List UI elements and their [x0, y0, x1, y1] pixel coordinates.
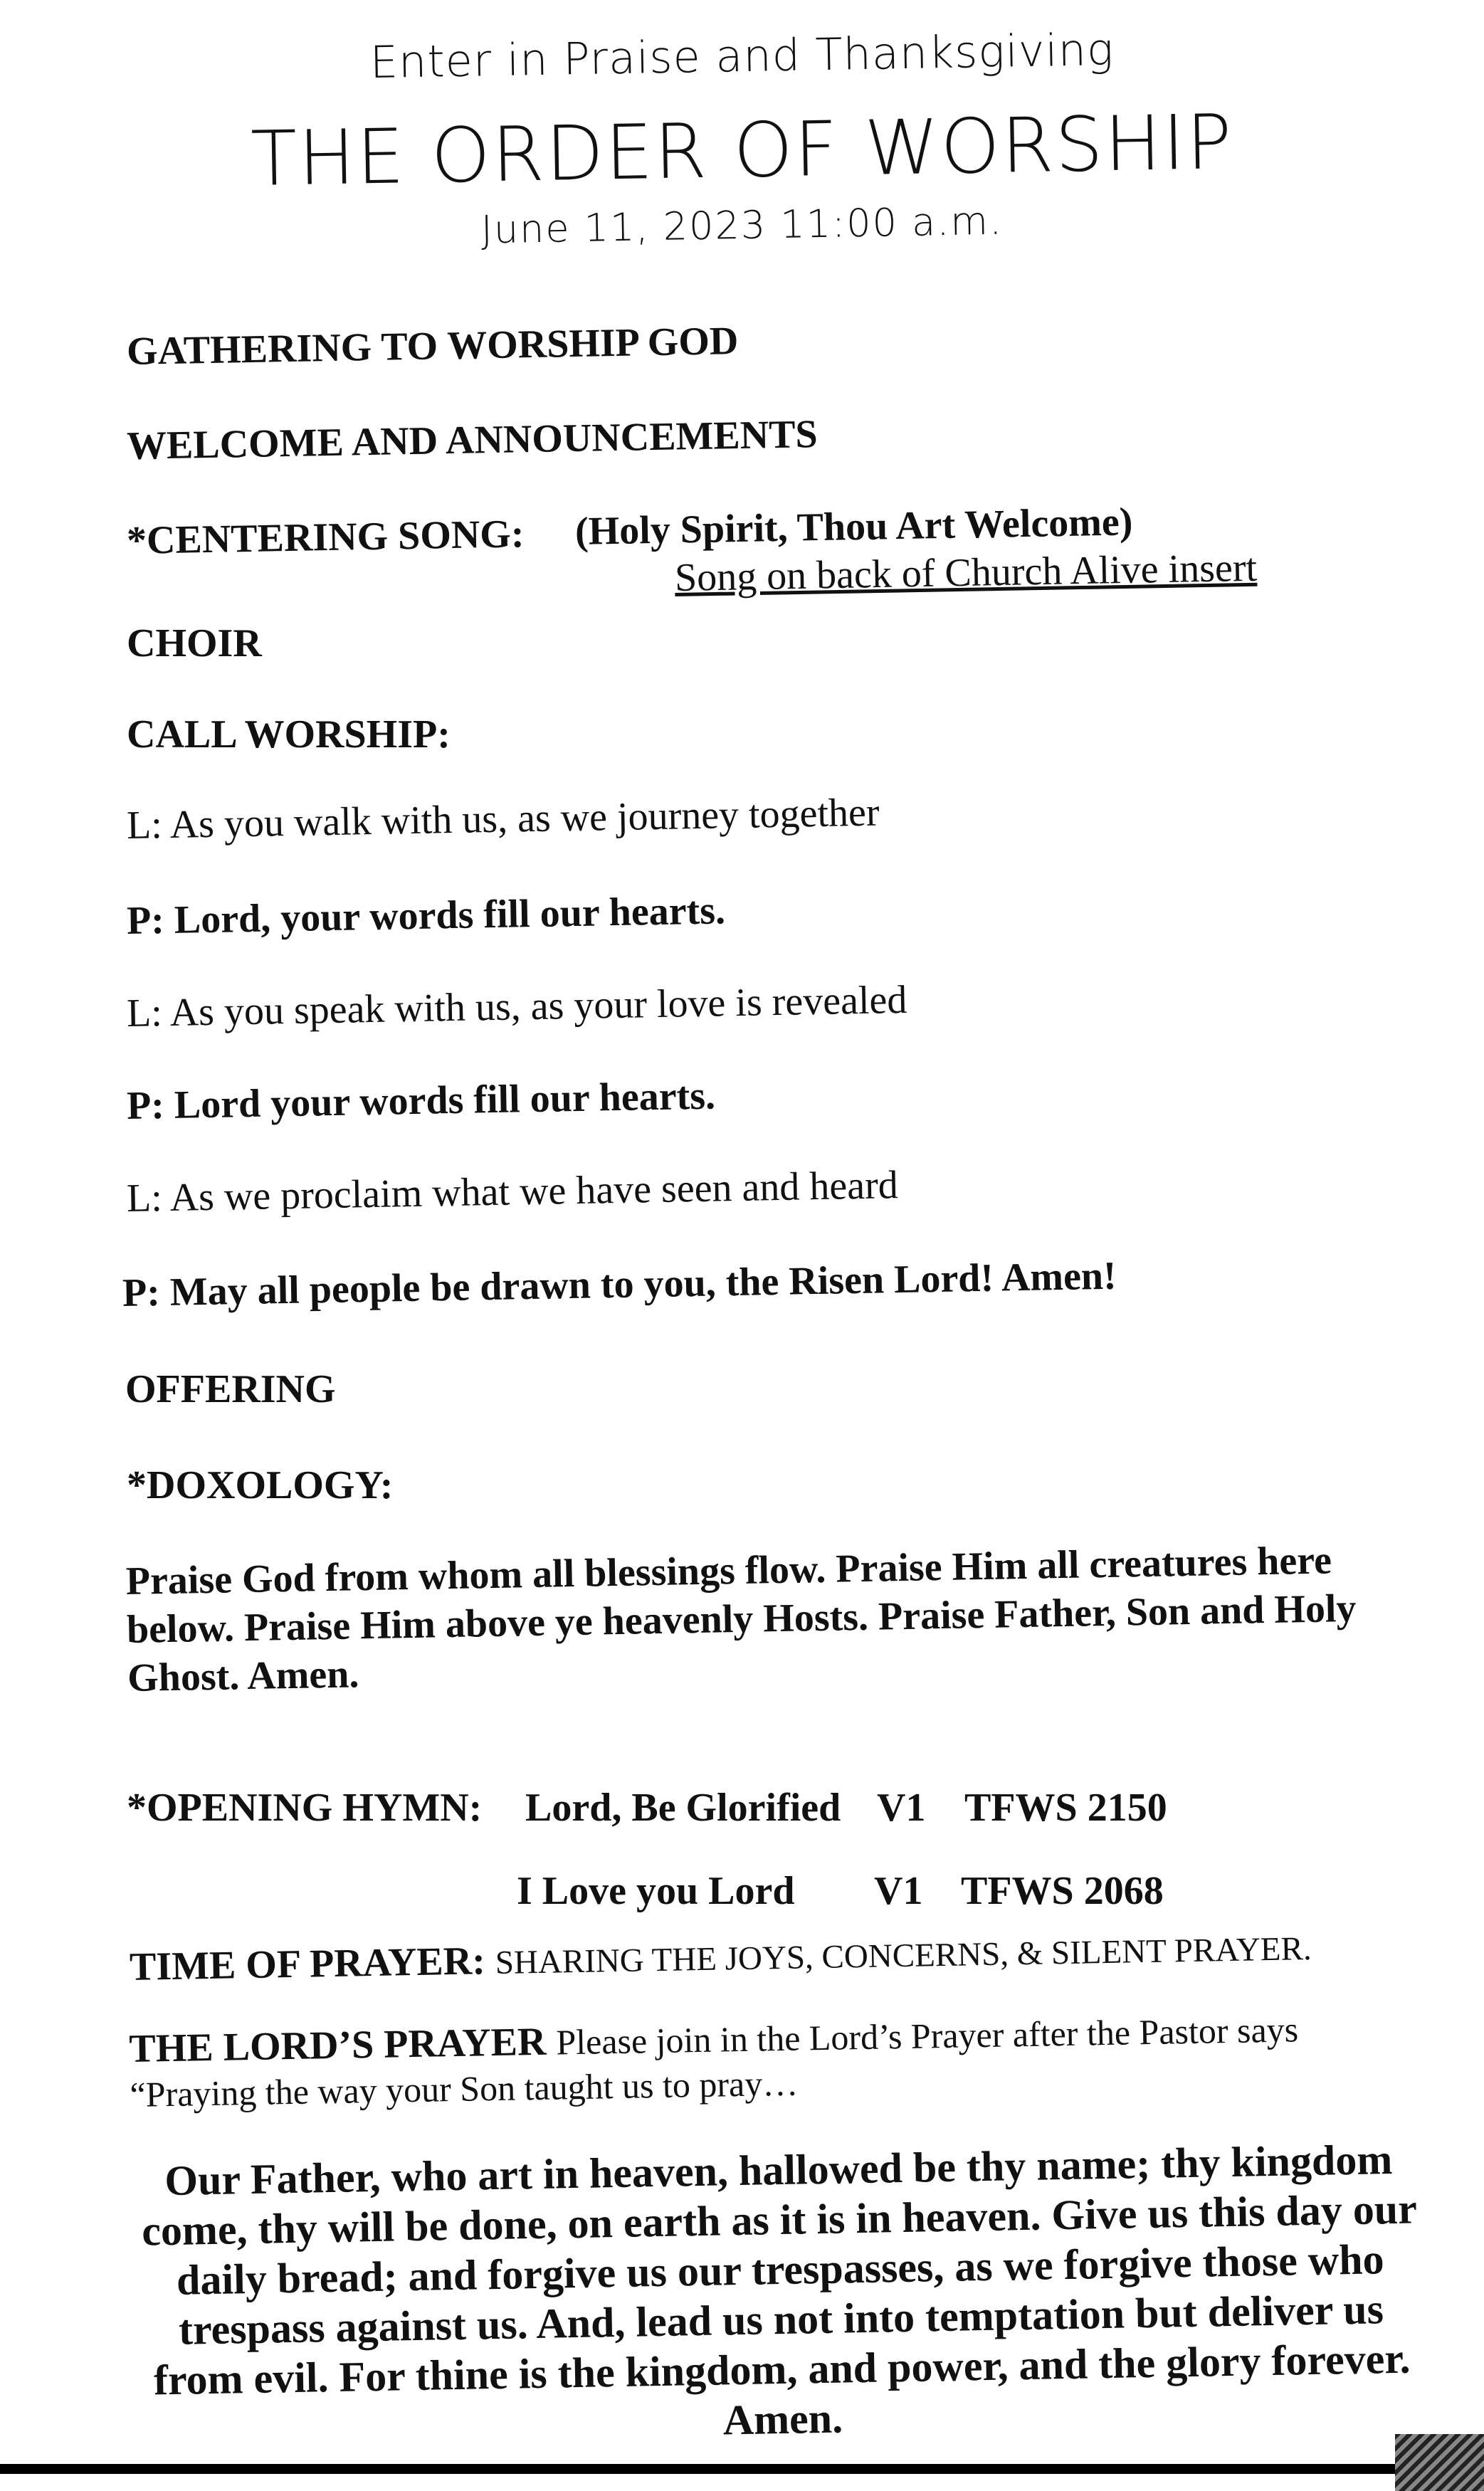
hymn-2-title: I Love you Lord [517, 1869, 795, 1913]
time-of-prayer-label: TIME OF PRAYER: [129, 1939, 486, 1989]
doxology-text: Praise God from whom all blessings flow. Praise Him all creatures here below. Praise Him above ye heavenly Hosts. Praise Father, Son and Holy Ghost. Amen. [125, 1538, 1357, 1700]
header-subtitle: Enter in Praise and Thanksgiving [369, 23, 1115, 89]
doxology-heading: *DOXOLOGY: [127, 1463, 394, 1507]
call-line-people-3: P: May all people be drawn to you, the Risen Lord! Amen! [122, 1253, 1117, 1315]
centering-song-title: (Holy Spirit, Thou Art Welcome) [574, 500, 1133, 554]
lords-prayer-instruction: Please join in the Lord’s Prayer after the Pastor says “Praying the way your Son taught us to pray… [130, 2009, 1299, 2115]
page-corner-shadow [1395, 2434, 1484, 2491]
call-line-leader-3: L: As we proclaim what we have seen and heard [126, 1163, 899, 1221]
call-line-people-2: P: Lord your words fill our hearts. [126, 1073, 716, 1128]
call-line-leader-1: L: As you walk with us, as we journey together [126, 790, 880, 848]
lords-prayer-text: Our Father, who art in heaven, hallowed be thy name; thy kingdom come, thy will be done, on earth as it is in heaven. Give us this day our daily bread; and forgive us our trespasses, as we forgive those who trespass against us. And, lead us not into temptation but deliver us from evil. For thine is the kingdom, and power, and the glory forever. Amen. [141, 2136, 1418, 2444]
hymn-2-ref: TFWS 2068 [961, 1869, 1164, 1913]
gathering-heading: GATHERING TO WORSHIP GOD [126, 319, 739, 374]
hymn-1-ref: TFWS 2150 [964, 1786, 1167, 1830]
call-line-leader-2: L: As you speak with us, as your love is revealed [126, 977, 907, 1036]
hymn-1-verse: V1 [877, 1786, 926, 1830]
page-edge-shadow [0, 2464, 1395, 2474]
centering-song-note: Song on back of Church Alive insert [674, 545, 1258, 600]
time-of-prayer [129, 1924, 1312, 1990]
service-date: June 11, 2023 11:00 a.m. [480, 198, 1004, 253]
hymn-2-verse: V1 [874, 1869, 923, 1913]
welcome-heading: WELCOME AND ANNOUNCEMENTS [126, 412, 819, 468]
lords-prayer-intro [129, 2004, 1426, 2117]
lords-prayer-label: THE LORD’S PRAYER [128, 2019, 547, 2072]
call-line-people-1: P: Lord, your words fill our hearts. [126, 888, 726, 943]
centering-song-label: *CENTERING SONG: [126, 512, 525, 563]
opening-hymn-label: *OPENING HYMN: [127, 1786, 483, 1830]
choir-heading: CHOIR [127, 621, 262, 665]
time-of-prayer-text: SHARING THE JOYS, CONCERNS, & SILENT PRAYER. [495, 1930, 1312, 1982]
page-title: THE ORDER OF WORSHIP [250, 98, 1234, 204]
offering-heading: OFFERING [125, 1367, 336, 1411]
call-worship-heading: CALL WORSHIP: [127, 712, 451, 757]
hymn-1-title: Lord, Be Glorified [525, 1786, 841, 1830]
